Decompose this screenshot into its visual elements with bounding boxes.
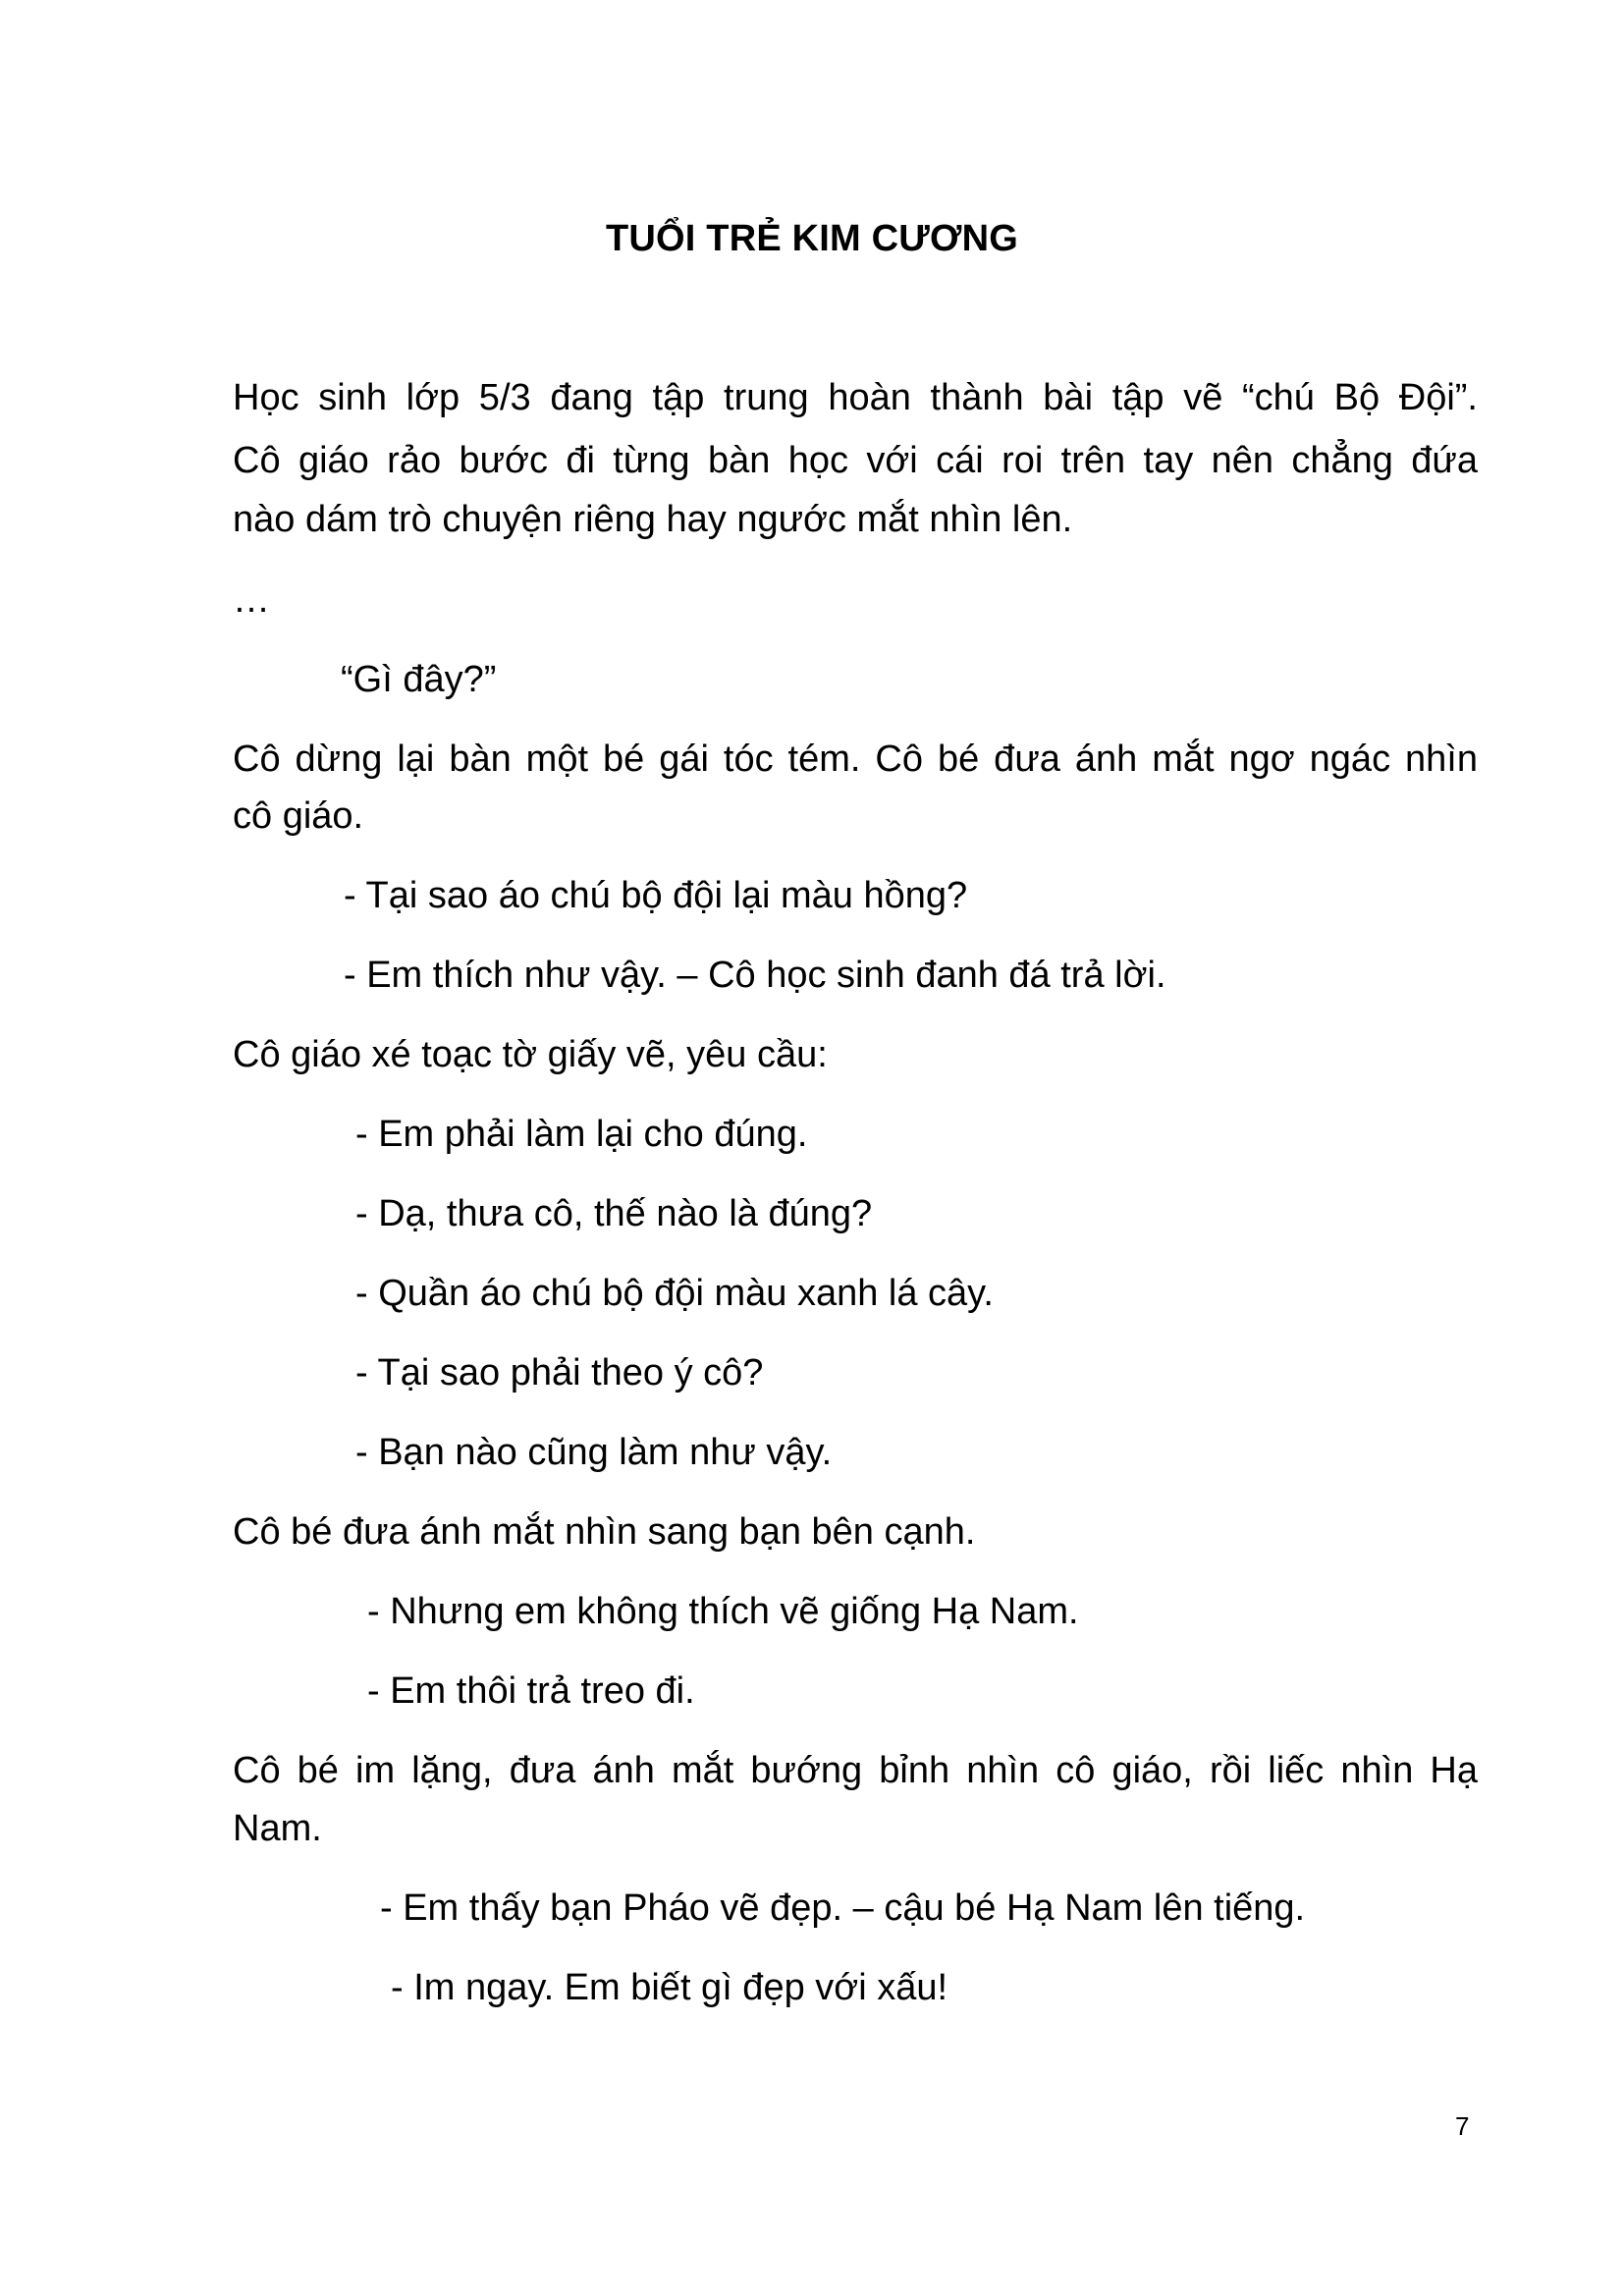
para-tear: Cô giáo xé toạc tờ giấy vẽ, yêu cầu: bbox=[233, 1034, 828, 1075]
para-stop-line-2: cô giáo. bbox=[233, 795, 364, 837]
para-look: Cô bé đưa ánh mắt nhìn sang bạn bên cạnh. bbox=[233, 1511, 976, 1553]
dialogue-line: - Em thấy bạn Pháo vẽ đẹp. – cậu bé Hạ Nam lên tiếng. bbox=[380, 1887, 1306, 1929]
dialogue-line: - Im ngay. Em biết gì đẹp với xấu! bbox=[391, 1967, 948, 2008]
page-number: 7 bbox=[1455, 2111, 1470, 2141]
para-stop-line-1: Cô dừng lại bàn một bé gái tóc tém. Cô bé đưa ánh mắt ngơ ngác nhìn bbox=[233, 738, 1478, 780]
intro-line-2: Cô giáo rảo bước đi từng bàn học với cái roi trên tay nên chẳng đứa bbox=[233, 440, 1478, 481]
dialogue-line: - Bạn nào cũng làm như vậy. bbox=[355, 1432, 833, 1473]
intro-line-1: Học sinh lớp 5/3 đang tập trung hoàn thành bài tập vẽ “chú Bộ Đội”. bbox=[233, 377, 1478, 418]
dialogue-line: - Tại sao áo chú bộ đội lại màu hồng? bbox=[344, 875, 968, 916]
para-silent-line-1: Cô bé im lặng, đưa ánh mắt bướng bỉnh nhìn cô giáo, rồi liếc nhìn Hạ bbox=[233, 1750, 1478, 1791]
dialogue-line: - Nhưng em không thích vẽ giống Hạ Nam. bbox=[367, 1591, 1079, 1632]
intro-line-3: nào dám trò chuyện riêng hay ngước mắt nhìn lên. bbox=[233, 499, 1073, 540]
dialogue-line: - Em thích như vậy. – Cô học sinh đanh đá trả lời. bbox=[344, 955, 1166, 996]
page-title: TUỔI TRẺ KIM CƯƠNG bbox=[605, 218, 1019, 259]
dialogue-line: - Em phải làm lại cho đúng. bbox=[355, 1114, 808, 1155]
dialogue-line: - Dạ, thưa cô, thế nào là đúng? bbox=[355, 1193, 873, 1234]
dialogue-line: - Em thôi trả treo đi. bbox=[367, 1670, 695, 1712]
ellipsis: … bbox=[233, 579, 270, 621]
question-line: “Gì đây?” bbox=[341, 659, 497, 700]
dialogue-line: - Tại sao phải theo ý cô? bbox=[355, 1352, 764, 1394]
para-silent-line-2: Nam. bbox=[233, 1808, 322, 1849]
dialogue-line: - Quần áo chú bộ đội màu xanh lá cây. bbox=[355, 1273, 994, 1314]
